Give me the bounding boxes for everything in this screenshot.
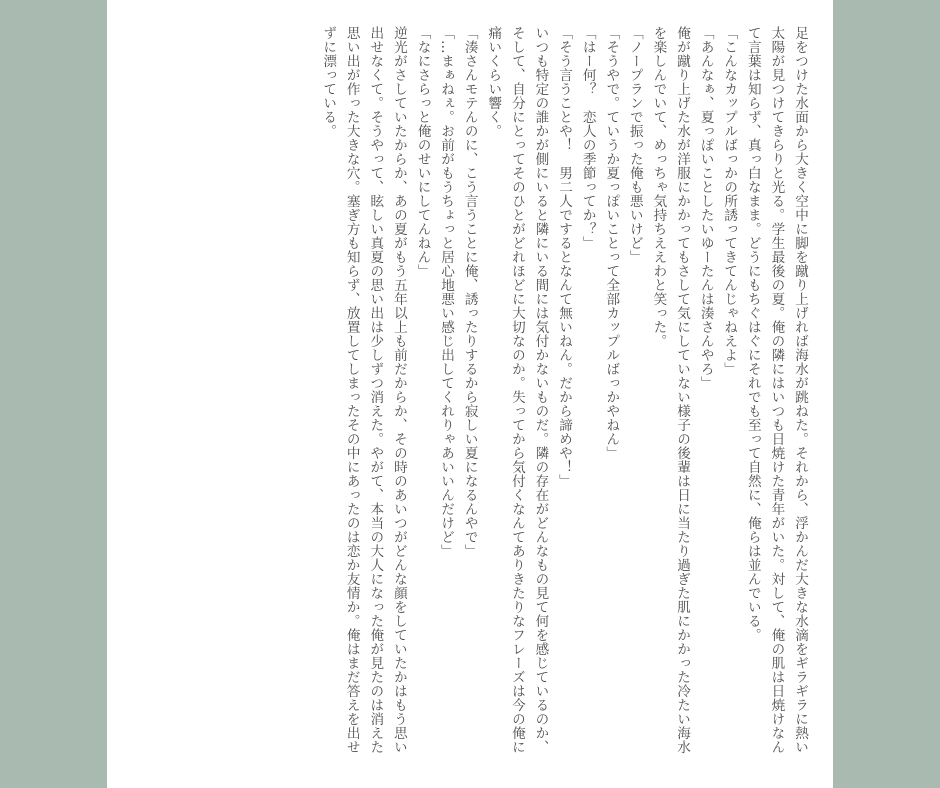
dialogue-line: 「あんなぁ、夏っぽいことしたいゆーたんは湊さんやろ」	[697, 26, 714, 390]
dialogue-line: 「湊さんモテんのに、こう言うことに俺、誘ったりするから寂しい夏になるんやで」	[461, 26, 478, 558]
paragraph: いつも特定の誰かが側にいると隣にいる間には気付かないものだ。隣の存在がどんなもの見て何を感じているのか、そして、自分にとってそのひとがどれほどに大切なのか。失ってから気付くなんてありきたりなフレーズは今の俺に痛いくらい響く。	[485, 26, 549, 754]
vertical-text-body	[316, 26, 811, 766]
dialogue-line: 「なにさらっと俺のせいにしてんねん」	[414, 26, 431, 278]
paragraph: 俺が蹴り上げた水が洋服にかかってもさして気にしていない様子の後輩は日に当たり過ぎた肌にかかった冷たい海水を楽しんでいて、めっちゃ気持ちええわと笑った。	[650, 26, 691, 754]
dialogue-line: 「はー何？ 恋人の季節ってか？」	[579, 26, 596, 250]
dialogue-line: 「…まぁねぇ。お前がもうちょっと居心地悪い感じ出してくれりゃあいいんだけど」	[438, 26, 455, 558]
dialogue-line: 「そう言うことや！ 男二人でするとなんて無いねん。だから諦めや！」	[556, 26, 573, 488]
paragraph: 逆光がさしていたからか、あの夏がもう五年以上も前だからか、その時のあいつがどんな顔をしていたかはもう思い出せなくて。そうやって、眩しい真夏の思い出は少しずつ消えた。やがて、本当の大人になった俺が見たのは消えた思い出が作った大きな穴。塞ぎ方も知らず、放置してしまったその中にあったのは恋か友情か。俺はまだ答えを出せずに漂っている。	[320, 26, 407, 754]
paragraph: 足をつけた水面から大きく空中に脚を蹴り上げれば海水が跳ねた。それから、浮かんだ大きな水滴をギラギラに熱い太陽が見つけてきらりと光る。学生最後の夏。俺の隣にはいつも日焼けた青年がいた。対して、俺の肌は日焼けなんて言葉は知らず、真っ白なまま。どうにもちぐはぐにそれでも至って自然に、俺らは並んでいる。	[744, 26, 808, 754]
dialogue-line: 「こんなカップルばっかの所誘ってきてんじゃねえよ」	[721, 26, 738, 376]
dialogue-line: 「ノープランで振った俺も悪いけど」	[626, 26, 643, 264]
text-page	[107, 0, 833, 788]
dialogue-line: 「そうやで。ていうか夏っぽいことって全部カップルばっかやねん」	[603, 26, 620, 460]
